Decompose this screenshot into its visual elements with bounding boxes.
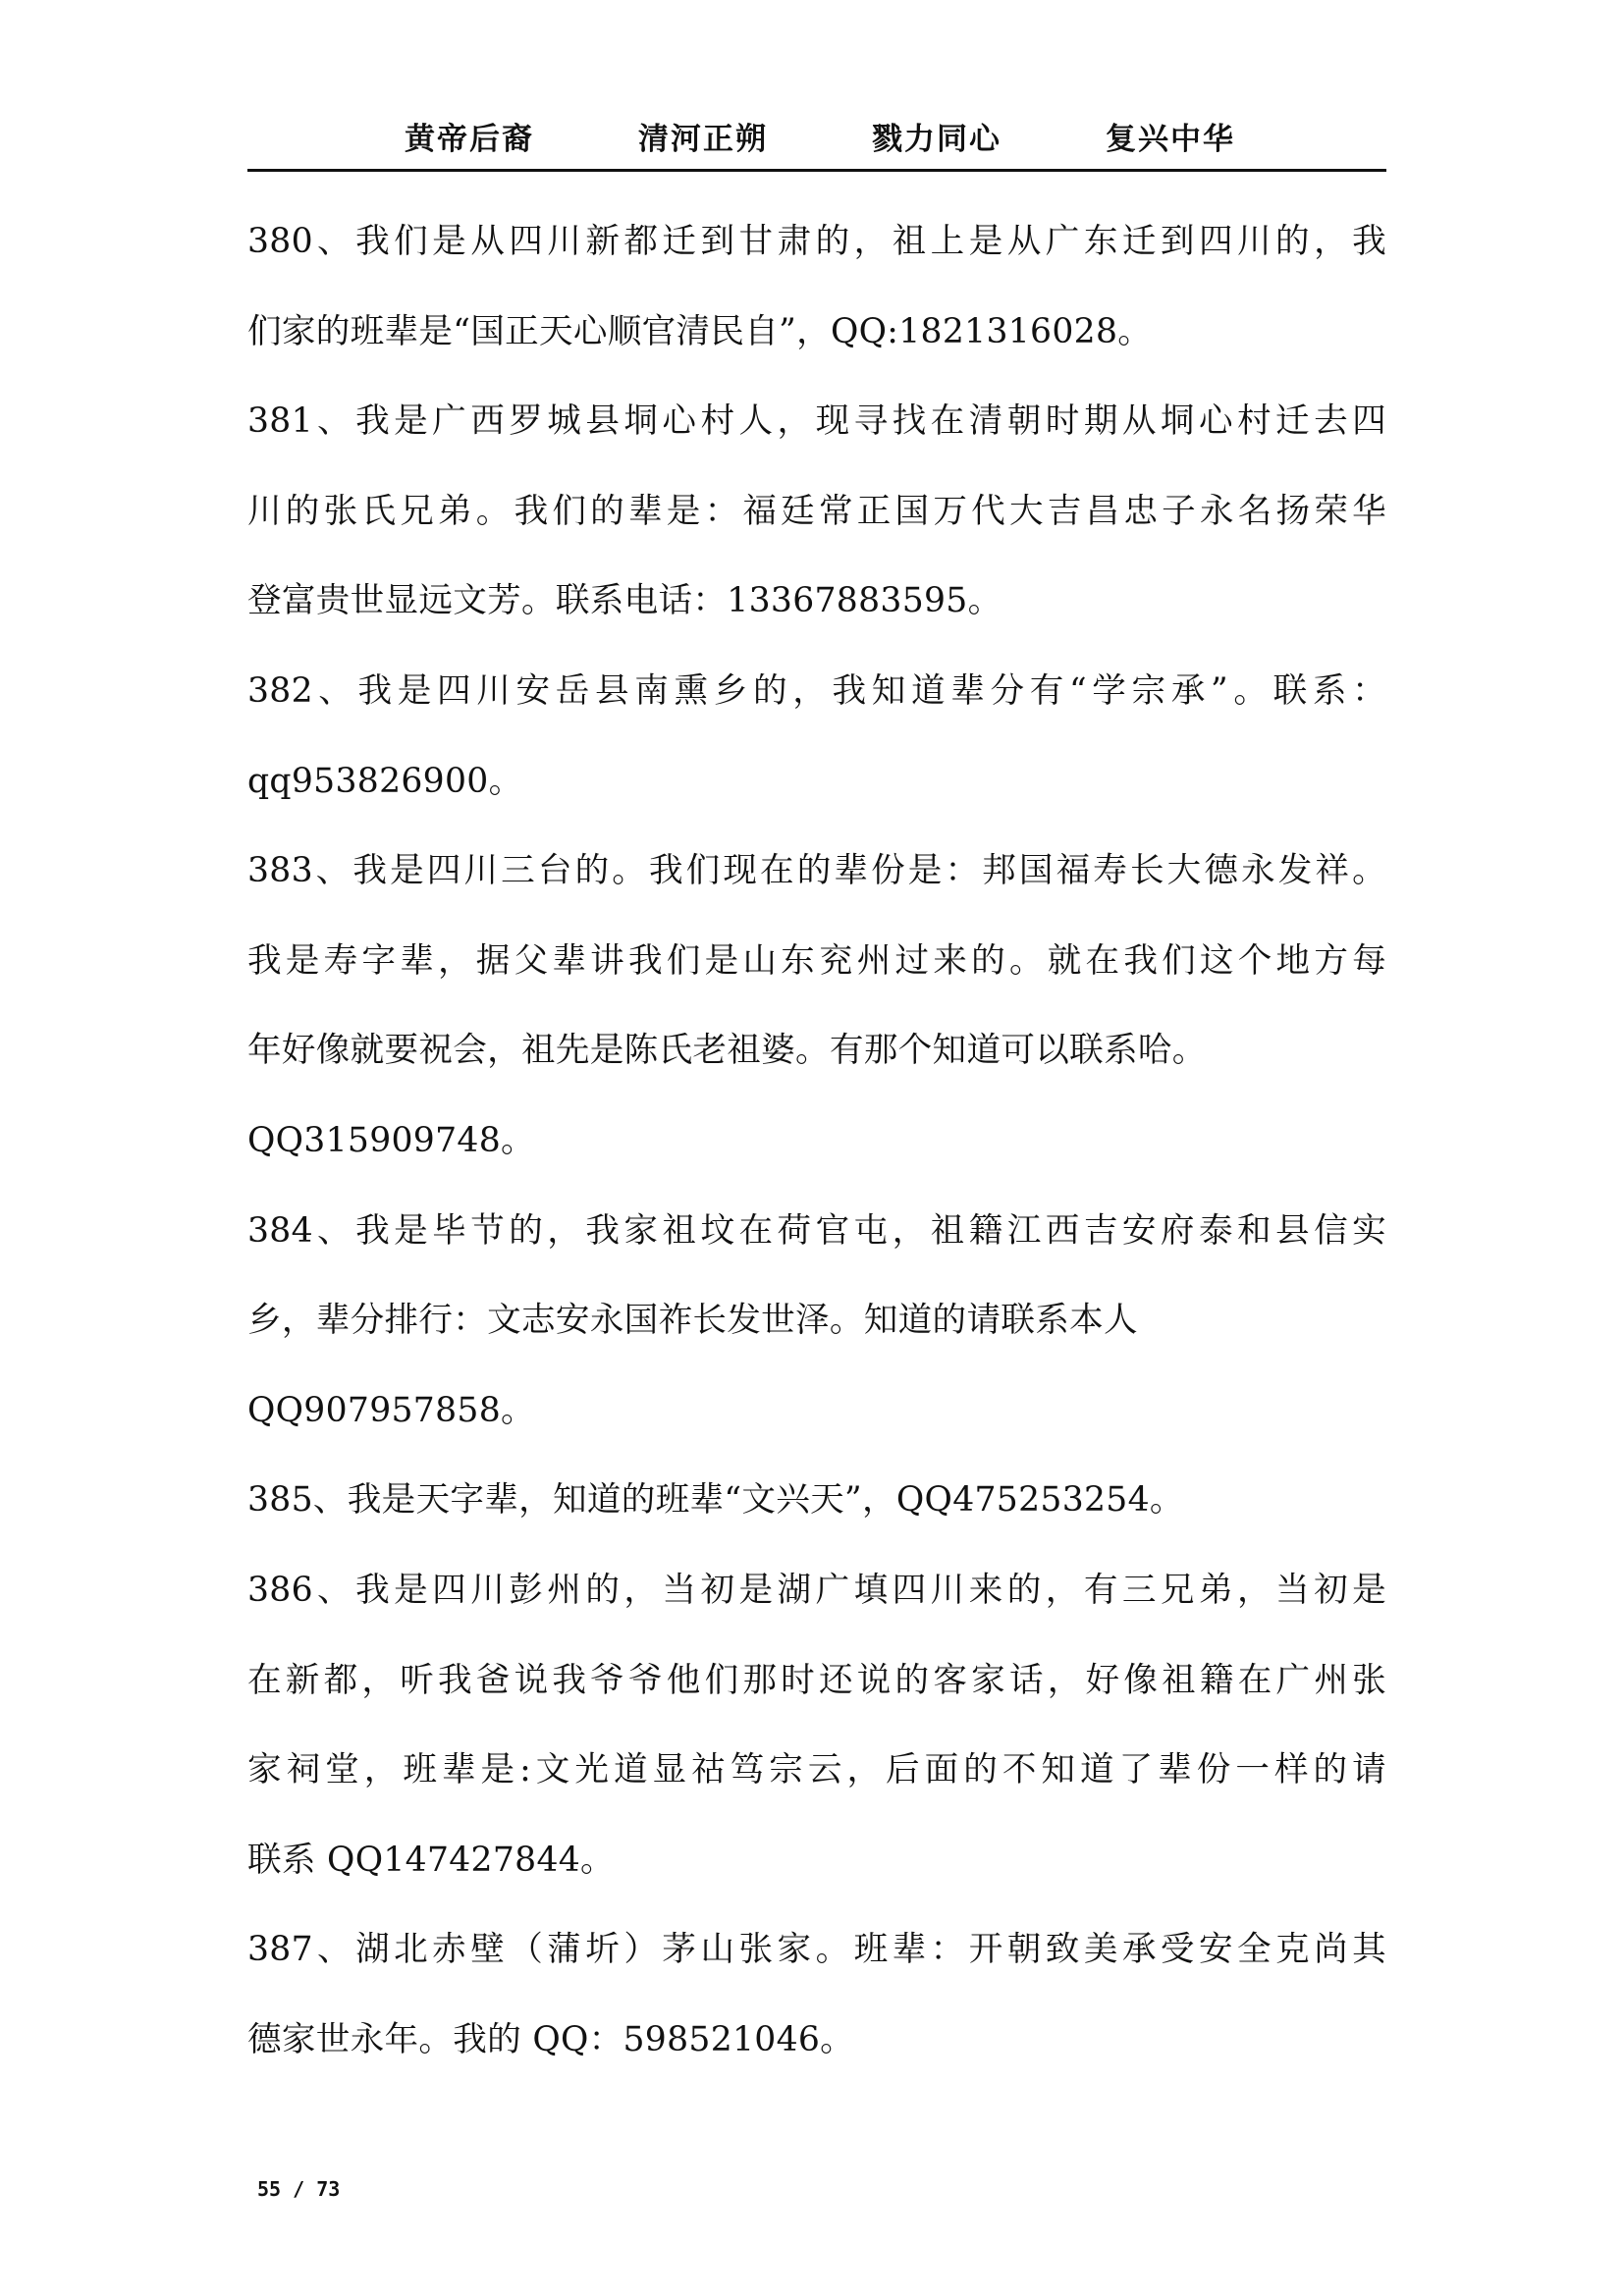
header-phrase: 复兴中华 [1106, 122, 1235, 157]
header-phrase: 戮力同心 [872, 122, 1001, 157]
page-number: 55 / 73 [257, 2177, 341, 2201]
entry-line: 380、我们是从四川新都迁到甘肃的，祖上是从广东迁到四川的，我 [247, 222, 1386, 261]
entry-line: 川的张氏兄弟。我们的辈是：福廷常正国万代大吉昌忠子永名扬荣华 [247, 491, 1386, 531]
entry-line: 387、湖北赤壁（蒲圻）茅山张家。班辈：开朝致美承受安全克尚其 [247, 1930, 1386, 1970]
entry-item [247, 1565, 1386, 1924]
entry-item [247, 1474, 1386, 1565]
entry-item [247, 1205, 1386, 1475]
entry-line: 联系 QQ147427844。 [247, 1840, 615, 1880]
header-phrase: 黄帝后裔 [405, 122, 534, 157]
entry-line: QQ907957858。 [247, 1390, 535, 1430]
entry-line: 德家世永年。我的 QQ：598521046。 [247, 2019, 855, 2059]
entry-line: 381、我是广西罗城县垌心村人，现寻找在清朝时期从垌心村迁去四 [247, 401, 1386, 442]
header-phrase: 清河正朔 [638, 122, 768, 157]
running-header [247, 118, 1386, 172]
entry-line: 382、我是四川安岳县南熏乡的，我知道辈分有“学宗承”。联系： [247, 670, 1386, 711]
entry-item [247, 396, 1386, 666]
entry-line: 我是寿字辈，据父辈讲我们是山东兖州过来的。就在我们这个地方每 [247, 940, 1386, 981]
entry-line: 386、我是四川彭州的，当初是湖广填四川来的，有三兄弟，当初是 [247, 1570, 1386, 1610]
entry-line: 年好像就要祝会，祖先是陈氏老祖婆。有那个知道可以联系哈。 [247, 1031, 1207, 1071]
entry-item [247, 666, 1386, 845]
entry-list [247, 216, 1386, 2104]
entry-line: 384、我是毕节的，我家祖坟在荷官屯，祖籍江西吉安府泰和县信实 [247, 1210, 1386, 1251]
entry-line: 们家的班辈是“国正天心顺官清民自”，QQ:1821316028。 [247, 311, 1153, 351]
entry-line: 在新都，听我爸说我爷爷他们那时还说的客家话，好像祖籍在广州张 [247, 1660, 1386, 1700]
entry-item [247, 216, 1386, 396]
entry-line: qq953826900。 [247, 761, 523, 801]
entry-line: 家祠堂，班辈是:文光道显祜笃宗云，后面的不知道了辈份一样的请 [247, 1750, 1386, 1790]
entry-item [247, 1924, 1386, 2104]
entry-item [247, 845, 1386, 1204]
entry-line: 383、我是四川三台的。我们现在的辈份是：邦国福寿长大德永发祥。 [247, 851, 1386, 891]
entry-line: 登富贵世显远文芳。联系电话：13367883595。 [247, 581, 1002, 621]
entry-line: 乡，辈分排行：文志安永国祚长发世泽。知道的请联系本人 [247, 1301, 1138, 1341]
entry-line: 385、我是天字辈，知道的班辈“文兴天”，QQ475253254。 [247, 1480, 1184, 1521]
entry-line: QQ315909748。 [247, 1120, 535, 1160]
